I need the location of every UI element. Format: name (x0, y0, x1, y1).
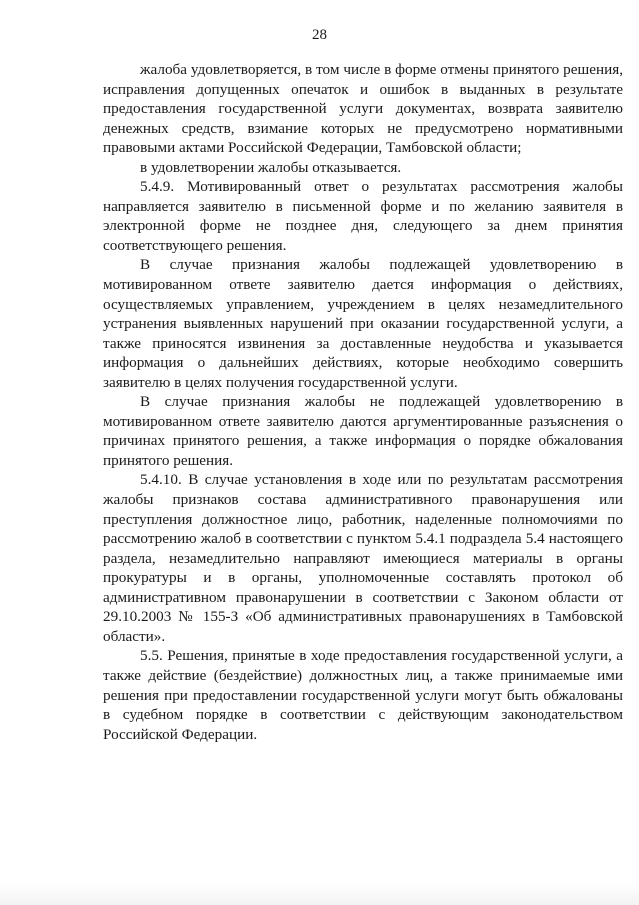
paragraph-5-5: 5.5. Решения, принятые в ходе предоставления государственной услуги, а также действие (бездействие) должностных лиц, а также принимаемые ими решения при предоставлении государственной услуги могут быть обжалованы в судебном порядке в соответствии с действующим законодательством Российской Федерации. (103, 647, 623, 743)
scan-bottom-edge (0, 883, 639, 905)
page-number: 28 (312, 27, 327, 43)
paragraph-complaint-satisfied: жалоба удовлетворяется, в том числе в форме отмены принятого решения, исправления допущенных опечаток и ошибок в выданных в результате предоставления государственной услуги документах, возврата заявителю денежных средств, взимание которых не предусмотрено нормативными правовыми актами Российской Федерации, Тамбовской области; (103, 61, 623, 157)
paragraph-5-4-9: 5.4.9. Мотивированный ответ о результатах рассмотрения жалобы направляется заявителю в письменной форме и по желанию заявителя в электронной форме не позднее дня, следующего за днем принятия соответствующего решения. (103, 178, 623, 254)
paragraph-satisfaction-response: В случае признания жалобы подлежащей удовлетворению в мотивированном ответе заявителю дается информация о действиях, осуществляемых управлением, учреждением в целях незамедлительного устранения выявленных нарушений при оказании государственной услуги, а также приносятся извинения за доставленные неудобства и указывается информация о дальнейших действиях, которые необходимо совершить заявителю в целях получения государственной услуги. (103, 256, 623, 391)
paragraph-rejection-response: В случае признания жалобы не подлежащей удовлетворению в мотивированном ответе заявителю даются аргументированные разъяснения о причинах принятого решения, а также информация о порядке обжалования принятого решения. (103, 393, 623, 469)
document-body (103, 60, 623, 744)
paragraph-complaint-rejected: в удовлетворении жалобы отказывается. (140, 158, 402, 176)
paragraph-5-4-10: 5.4.10. В случае установления в ходе или по результатам рассмотрения жалобы признаков состава административного правонарушения или преступления должностное лицо, работник, наделенные полномочиями по рассмотрению жалоб в соответствии с пунктом 5.4.1 подраздела 5.4 настоящего раздела, незамедлительно направляют имеющиеся материалы в органы прокуратуры и в органы, уполномоченные составлять протокол об административном правонарушении в соответствии с Законом области от 29.10.2003 № 155-З «Об административных правонарушениях в Тамбовской области». (103, 471, 623, 645)
